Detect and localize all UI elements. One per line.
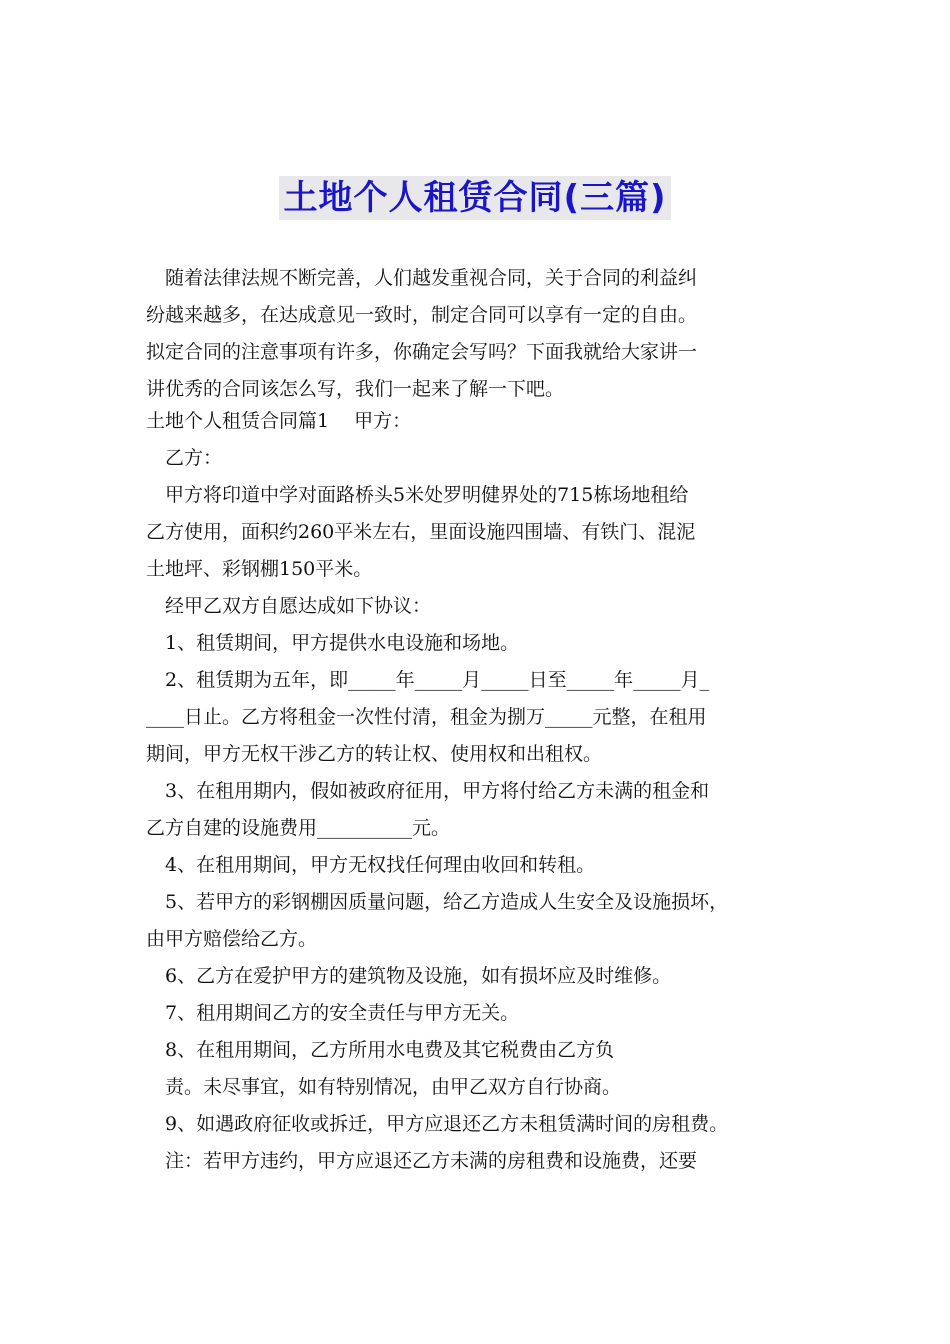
document-body	[146, 262, 816, 1177]
clause-8-line: 责。未尽事宜，如有特别情况，由甲乙双方自行协商。	[146, 1076, 622, 1098]
para1-line: 乙方使用，面积约260平米左右，里面设施四围墙、有铁门、混泥	[146, 521, 696, 543]
intro-line: 随着法律法规不断完善，人们越发重视合同，关于合同的利益纠	[146, 267, 698, 289]
clause-1: 1、租赁期间，甲方提供水电设施和场地。	[146, 632, 520, 654]
document-title: 土地个人租赁合同(三篇)	[279, 176, 670, 220]
clause-6: 6、乙方在爱护甲方的建筑物及设施，如有损坏应及时维修。	[146, 965, 672, 987]
clause-4: 4、在租用期间，甲方无权找任何理由收回和转租。	[146, 854, 596, 876]
intro-line: 拟定合同的注意事项有许多，你确定会写吗？下面我就给大家讲一	[146, 341, 698, 363]
clause-3-line: 3、在租用期内，假如被政府征用，甲方将付给乙方未满的租金和	[146, 780, 710, 802]
note-line: 注：若甲方违约，甲方应退还乙方未满的房租费和设施费，还要	[146, 1150, 698, 1172]
clause-9: 9、如遇政府征收或拆迁，甲方应退还乙方未租赁满时间的房租费。	[146, 1113, 729, 1135]
clause-7: 7、租用期间乙方的安全责任与甲方无关。	[146, 1002, 520, 1024]
clause-2-line: ____日止。乙方将租金一次性付清，租金为捌万_____元整，在租用	[146, 706, 707, 728]
clause-8-line: 8、在租用期间，乙方所用水电费及其它税费由乙方负	[146, 1039, 615, 1061]
clause-3-line: 乙方自建的设施费用__________元。	[146, 817, 451, 839]
document-title-wrap	[0, 176, 950, 220]
intro-line: 纷越来越多，在达成意见一致时，制定合同可以享有一定的自由。	[146, 304, 698, 326]
agreement-line: 经甲乙双方自愿达成如下协议：	[146, 595, 432, 617]
party-b-line: 乙方：	[146, 447, 223, 469]
clause-2-line: 2、租赁期为五年，即_____年_____月_____日至_____年_____月_	[146, 669, 710, 691]
contract-heading: 土地个人租赁合同篇1 甲方：	[146, 410, 412, 432]
clause-2-line: 期间，甲方无权干涉乙方的转让权、使用权和出租权。	[146, 743, 603, 765]
para1-line: 甲方将印道中学对面路桥头5米处罗明健界处的715栋场地租给	[146, 484, 689, 506]
clause-5-line: 5、若甲方的彩钢棚因质量问题，给乙方造成人生安全及设施损坏，	[146, 891, 729, 913]
para1-line: 土地坪、彩钢棚150平米。	[146, 558, 373, 580]
intro-line: 讲优秀的合同该怎么写，我们一起来了解一下吧。	[146, 378, 565, 400]
clause-5-line: 由甲方赔偿给乙方。	[146, 928, 318, 950]
